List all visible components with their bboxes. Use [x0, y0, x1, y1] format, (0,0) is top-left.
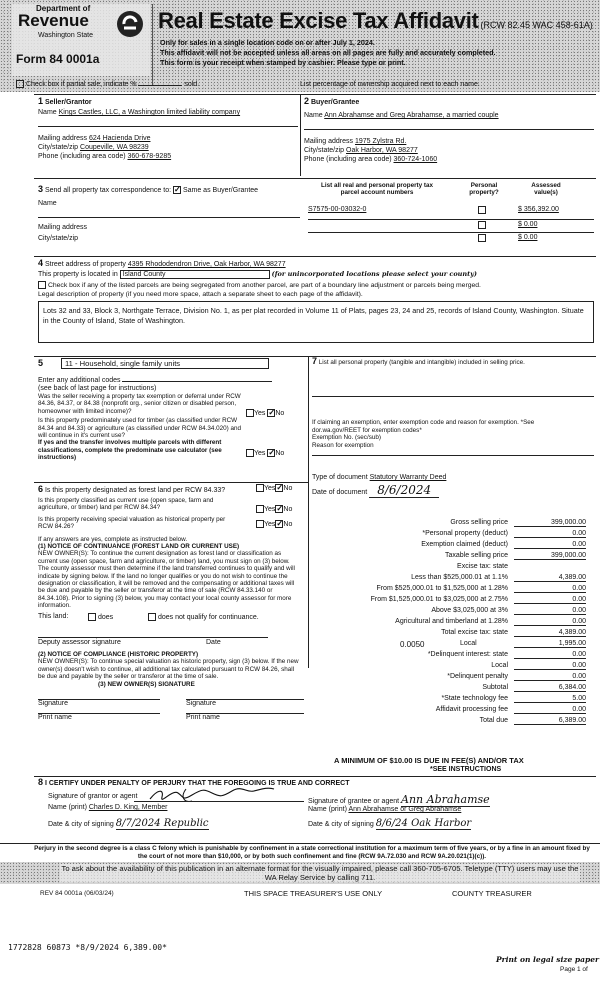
s8-num: 8 — [38, 777, 44, 787]
grantor-sig-label: Signature of grantor or agent — [48, 793, 138, 800]
buyer-mailing-label: Mailing address — [304, 138, 354, 145]
tax-row-value[interactable]: 4,389.00 — [514, 629, 586, 637]
grantee-sig-label: Signature of grantee or agent — [308, 798, 400, 805]
minimum-notice: A MINIMUM OF $10.00 IS DUE IN FEE(S) AND/OR TAX — [334, 756, 524, 765]
local-value[interactable]: 1,995.00 — [514, 640, 586, 648]
does-not-label: does not qualify for continuance. — [157, 613, 259, 621]
unincorporated-note: (for unincorporated locations please select your county) — [271, 270, 477, 278]
see-instructions: *SEE INSTRUCTIONS — [430, 766, 502, 773]
header-note-2: This affidavit will not be accepted unless all areas on all pages are fully and accurately completed. — [160, 48, 496, 57]
tax-row — [312, 662, 594, 673]
tax-row-label: Local — [491, 662, 508, 669]
assessed-value[interactable]: $ 356,392.00 — [518, 206, 559, 213]
tax-row — [312, 552, 594, 563]
personal-property-checkbox[interactable] — [478, 234, 486, 242]
seller-block — [38, 96, 298, 160]
tax-row-value[interactable]: 399,000.00 — [514, 552, 586, 560]
see-back-note: (see back of last page for instructions) — [38, 385, 157, 392]
tax-row — [312, 618, 594, 629]
parcel-number[interactable]: S7575-00-03032-0 — [308, 206, 367, 213]
s3-city-label: City/state/zip — [38, 235, 79, 243]
tax-row — [312, 596, 594, 607]
tax-row-label: Exemption claimed (deduct) — [421, 541, 508, 548]
deputy-sig-label: Deputy assessor signature — [38, 638, 121, 646]
s5-q2-yes[interactable] — [246, 449, 254, 457]
tax-row-value[interactable]: 0.00 — [514, 706, 586, 714]
tax-row-value[interactable]: 5.00 — [514, 695, 586, 703]
notice1-text: NEW OWNER(S): To continue the current designation as forest land or classification as current use (open space, farm and agriculture, or timber) land, you must sign on (3) below. The county assessor must then determine if the land transferred continues to qualify and will indicate by signing below. If the land no longer qualifies or you do not wish to continue the designation or classification, it will be removed and the compensating or additional taxes will be due and payable by the seller or transferor at the time of sale (RCW 84.33.140 or 84.34.108). Prior to signing (3) below, you may contact your local county assessor for more information. — [38, 550, 295, 610]
tax-row-value[interactable]: 0.00 — [514, 651, 586, 659]
s3-num: 3 — [38, 184, 44, 194]
local-rate[interactable]: 0.0050 — [400, 640, 425, 649]
s5-q2a: Is this property predominately used for timber (as classified under RCW 84.34 and 84.33) or agriculture (as classified under RCW 84.34.020) and will continue in it's current use? — [38, 417, 242, 440]
s4-num: 4 — [38, 258, 44, 268]
tax-row-value[interactable]: 0.00 — [514, 618, 586, 626]
this-land-label: This land: — [38, 612, 69, 620]
tax-row-value[interactable]: 0.00 — [514, 585, 586, 593]
header-note-1: Only for sales in a single location code on or after July 1, 2024. — [160, 38, 375, 47]
title-ref: (RCW 82.45 WAC 458-61A) — [480, 20, 593, 30]
grantee-name-label: Name (print) — [308, 806, 347, 813]
tax-row-value[interactable]: 0.00 — [514, 662, 586, 670]
s6-q1-yes[interactable] — [256, 484, 264, 492]
buyer-num: 2 — [304, 96, 310, 106]
tax-row-value[interactable]: 399,000.00 — [514, 519, 586, 527]
seller-heading: Seller/Grantor — [44, 99, 92, 106]
sold-label: sold. — [184, 80, 200, 88]
assessed-header: Assessed value(s) — [531, 182, 561, 197]
parcel-header: List all real and personal property tax parcel account numbers — [321, 182, 433, 197]
form-number: Form 84 0001a — [16, 52, 100, 66]
tax-row-label: Gross selling price — [450, 519, 508, 526]
seller-name[interactable]: Kings Castles, LLC, a Washington limited liability company — [58, 109, 241, 116]
exemption-no-label: Exemption No. (sec/sub) — [312, 434, 381, 442]
treasurer-stamp: 1772828 60873 *8/9/2024 6,389.00* — [8, 943, 167, 952]
no-label: No — [275, 450, 285, 458]
personal-property-checkbox[interactable] — [478, 206, 486, 214]
county-select[interactable]: Island County — [120, 270, 270, 279]
tax-row — [312, 585, 594, 596]
s6-q3-no[interactable]: ✓ — [276, 518, 284, 528]
tax-row-label: *State technology fee — [441, 695, 508, 702]
segregated-checkbox[interactable] — [38, 281, 46, 289]
tax-row-label: From $1,525,000.01 to $3,025,000 at 2.75% — [370, 596, 508, 603]
county-treasurer: COUNTY TREASURER — [452, 889, 532, 898]
buyer-mailing[interactable]: 1975 Zylstra Rd. — [354, 138, 407, 145]
print-legal: Print on legal size paper — [496, 955, 600, 964]
does-checkbox[interactable] — [88, 613, 96, 621]
tax-row-label: Excise tax: state — [457, 563, 508, 570]
s5-num: 5 — [38, 358, 44, 368]
partial-sale-label: Check box if partial sale, indicate % — [25, 80, 137, 88]
seller-city[interactable]: Coupeville, WA 98239 — [80, 144, 149, 151]
buyer-name[interactable]: Ann Abrahamse and Greg Abrahamse, a married couple — [324, 112, 499, 119]
tax-row-value[interactable]: 6,384.00 — [514, 684, 586, 692]
seller-mailing[interactable]: 624 Hacienda Drive — [88, 135, 151, 142]
treasurer-only: THIS SPACE TREASURER'S USE ONLY — [244, 889, 383, 898]
header-note-3: This form is your receipt when stamped by cashier. Please type or print. — [160, 58, 406, 67]
buyer-city[interactable]: Oak Harbor, WA 98277 — [346, 147, 418, 154]
seller-city-label: City/state/zip — [38, 144, 79, 151]
parcel-row-1 — [308, 206, 594, 218]
tax-row — [312, 574, 594, 585]
tax-row-label: Subtotal — [482, 684, 508, 691]
seller-mailing-label: Mailing address — [38, 135, 88, 142]
s6-q2: Is this property classified as current use (open space, farm and agriculture, or timber) land per RCW 84.34? — [38, 497, 214, 512]
tax-row-value[interactable]: 0.00 — [514, 673, 586, 681]
no-label: No — [283, 520, 293, 528]
personal-header: Personal property? — [469, 182, 499, 197]
owner-print-label: Print name — [38, 713, 72, 721]
doc-date[interactable]: 8/6/2024 — [369, 483, 439, 498]
section4 — [38, 258, 594, 343]
tax-row-label: Affidavit processing fee — [435, 706, 508, 713]
buyer-phone[interactable]: 360-724-1060 — [393, 156, 438, 163]
doc-date-label: Date of document — [312, 489, 368, 497]
s6-q3-yes[interactable] — [256, 520, 264, 528]
owner-signature-label: Signature — [38, 699, 68, 707]
section6 — [38, 484, 304, 721]
exemption-reason-label: Reason for exemption — [312, 441, 374, 449]
grantee-date[interactable]: 8/6/24 Oak Harbor — [375, 818, 472, 829]
segregated-text: Check box if any of the listed parcels are being segregated from another parcel, are part of a boundary line adjustment or parcels being merged. — [47, 281, 481, 289]
seller-name-label: Name — [38, 109, 57, 116]
s6-if-yes: If any answers are yes, complete as instructed below. — [38, 535, 188, 543]
parcel-row-2 — [308, 219, 594, 231]
tax-row-value[interactable]: 0.00 — [514, 530, 586, 538]
no-label: No — [283, 505, 293, 513]
tax-row-value[interactable]: 0.00 — [514, 541, 586, 549]
street-label: Street address of property — [44, 261, 126, 268]
s3-text: Send all property tax correspondence to: — [44, 187, 172, 194]
dor-logo-icon — [116, 10, 144, 38]
tax-row-label: *Personal property (deduct) — [422, 530, 508, 537]
dept-line: Department of — [36, 4, 91, 13]
assessed-value[interactable]: $ 0.00 — [518, 221, 538, 228]
tax-row — [312, 519, 594, 530]
s6-q1: Is this property designated as forest land per RCW 84.33? — [44, 487, 226, 494]
s6-q2-no[interactable]: ✓ — [276, 504, 284, 513]
tax-row-label: *Delinquent interest: state — [427, 651, 508, 658]
section3-left — [38, 184, 300, 242]
tax-row-value[interactable]: 6,389.00 — [514, 717, 586, 725]
owner-print-label: Print name — [186, 713, 220, 721]
doc-type-label: Type of document — [312, 474, 368, 482]
grantee-signature[interactable]: Ann Abrahamse — [401, 793, 490, 806]
percentage-label: List percentage of ownership acquired next to each name. — [300, 81, 480, 88]
assessed-value[interactable]: $ 0.00 — [518, 234, 538, 241]
state-line: Washington State — [38, 32, 93, 39]
perjury-notice: Perjury in the second degree is a class C felony which is punishable by confinement in a state correctional institution for a maximum term of five years, or by a fine in an amount fixed by the court of not more than $10,000, or by both such confinement and fine (RCW 9A.72.030 and RCW 9A.20.021(1)(c)). — [34, 845, 590, 860]
legal-description-box[interactable]: Lots 32 and 33, Block 3, Northgate Terrace, Division No. 1, as per plat recorded in Volume 11 of Plats, pages 23, 24 and 25, records of Island County, Washington. Situate in the County of Island, State of Washington. — [38, 301, 594, 343]
tax-row-label: Total excise tax: state — [441, 629, 508, 636]
buyer-block — [304, 96, 594, 163]
s7-num: 7 — [312, 356, 318, 366]
partial-sale-row — [16, 80, 199, 88]
seller-num: 1 — [38, 96, 44, 106]
s6-num: 6 — [38, 484, 44, 494]
grantee-date-label: Date & city of signing — [308, 821, 374, 828]
s3-name-label: Name — [38, 200, 57, 208]
deputy-date-label: Date — [206, 638, 221, 646]
s3-mailing-label: Mailing address — [38, 224, 88, 232]
notice1-title: (1) NOTICE OF CONTINUANCE (FOREST LAND OR CURRENT USE) — [38, 543, 240, 551]
tax-row-label: Total due — [479, 717, 508, 724]
yes-label: Yes — [264, 505, 276, 513]
does-not-checkbox[interactable] — [148, 613, 156, 621]
buyer-city-label: City/state/zip — [304, 147, 345, 154]
local-label: Local — [460, 640, 477, 647]
s6-q1-no[interactable]: ✓ — [276, 483, 284, 492]
tax-row — [312, 695, 594, 706]
s5-q1-yes[interactable] — [246, 409, 254, 417]
s6-q3: Is this property receiving special valuation as historical property per RCW 84.26? — [38, 515, 226, 531]
buyer-phone-label: Phone (including area code) — [304, 156, 392, 163]
notice2-text: NEW OWNER(S): To continue special valuation as historic property, sign (3) below. If the new owner(s) doesn't wish to continue, all additional tax calculated pursuant to RCW 84.26, shall be due and payable by the seller or transferor at the time of sale. — [38, 658, 299, 680]
tax-row — [312, 673, 594, 684]
additional-codes-label: Enter any additional codes — [38, 377, 121, 384]
tax-row — [312, 629, 594, 640]
notice2-title: (2) NOTICE OF COMPLIANCE (HISTORIC PROPERTY) — [38, 650, 199, 658]
grantor-name-label: Name (print) — [48, 804, 87, 811]
tax-row — [312, 706, 594, 717]
section7 — [312, 358, 594, 497]
s3-same-label: Same as Buyer/Grantee — [182, 187, 259, 194]
tax-row-value[interactable]: 0.00 — [514, 607, 586, 615]
revenue-wordmark: Revenue — [18, 11, 89, 30]
located-label: This property is located in — [38, 271, 118, 278]
tax-row-label: *Delinquent penalty — [447, 673, 508, 680]
tax-row-label: Above $3,025,000 at 3% — [431, 607, 508, 614]
page-number: Page 1 of — [560, 966, 588, 973]
seller-phone-label: Phone (including area code) — [38, 153, 126, 160]
tax-row — [312, 563, 594, 574]
s6-q2-yes[interactable] — [256, 505, 264, 513]
dor-logo-block — [12, 4, 150, 76]
tax-row-value[interactable]: 4,389.00 — [514, 574, 586, 582]
buyer-heading: Buyer/Grantee — [310, 99, 360, 106]
s5-q1-no[interactable]: ✓ — [268, 408, 276, 417]
no-label: No — [283, 484, 293, 492]
yes-label: Yes — [264, 484, 276, 492]
title-text: Real Estate Excise Tax Affidavit — [158, 8, 479, 33]
same-as-buyer-checkbox[interactable]: ✓ — [174, 185, 181, 195]
tax-row-label: From $525,000.01 to $1,525,000 at 1.28% — [376, 585, 508, 592]
doc-type[interactable]: Statutory Warranty Deed — [369, 474, 447, 482]
yes-label: Yes — [254, 450, 266, 458]
personal-property-checkbox[interactable] — [478, 221, 486, 229]
tax-row — [312, 717, 594, 728]
certify-text: I CERTIFY UNDER PENALTY OF PERJURY THAT THE FOREGOING IS TRUE AND CORRECT — [44, 780, 350, 787]
tax-row-label: Less than $525,000.01 at 1.1% — [411, 574, 508, 581]
yes-label: Yes — [264, 520, 276, 528]
grantor-date-label: Date & city of signing — [48, 821, 114, 828]
grantor-signature[interactable] — [146, 785, 296, 805]
local-row — [312, 640, 594, 651]
land-use-code-select[interactable]: 11 - Household, single family units — [61, 358, 269, 369]
s7-text: List all personal property (tangible and intangible) included in selling price. — [318, 359, 525, 366]
tax-row — [312, 541, 594, 552]
seller-phone[interactable]: 360-678-9285 — [127, 153, 172, 160]
s5-q2-no[interactable]: ✓ — [268, 448, 276, 458]
tax-row-label: Taxable selling price — [444, 552, 508, 559]
partial-sale-checkbox[interactable] — [16, 80, 24, 88]
street-address[interactable]: 4395 Rhododendron Drive, Oak Harbor, WA 98277 — [127, 261, 286, 268]
tax-row-label: Agricultural and timberland at 1.28% — [395, 618, 508, 625]
s5-q2b: If yes and the transfer involves multiple parcels with different classifications, complete the predominate use calculator (see instructions) — [38, 439, 222, 462]
legal-label: Legal description of property (if you need more space, attach a separate sheet to each page of the affidavit). — [38, 291, 363, 298]
form-title — [158, 8, 593, 34]
section5 — [38, 358, 304, 462]
owner-sig-title: (3) NEW OWNER(S) SIGNATURE — [98, 681, 195, 689]
owner-signature-label: Signature — [186, 699, 216, 707]
section8 — [38, 777, 594, 843]
tax-row — [312, 684, 594, 695]
yes-label: Yes — [254, 409, 266, 417]
s5-q1: Was the seller receiving a property tax exemption or deferral under RCW 84.36, 84.37, or 84.38 (nonprofit org., senior citizen or disabled person, homeowner with limited income)? — [38, 393, 241, 415]
no-label: No — [275, 409, 285, 417]
tax-row — [312, 530, 594, 541]
grantor-name[interactable]: Charles D. King, Member — [88, 804, 168, 811]
grantee-name[interactable]: Ann Abrahamse or Greg Abrahamse — [348, 806, 462, 813]
accessibility-notice: To ask about the availability of this publication in an alternate format for the visually impaired, please call 360-705-6705. Teletype (TTY) users may use the WA Relay Service by calling 711. — [61, 864, 579, 882]
tax-row — [312, 607, 594, 618]
parcel-row-3 — [308, 232, 594, 244]
grantor-date[interactable]: 8/7/2024 Republic — [115, 818, 209, 829]
rev-number: REV 84 0001a (06/03/24) — [40, 890, 114, 897]
tax-row — [312, 651, 594, 662]
tax-row-value[interactable]: 0.00 — [514, 596, 586, 604]
tax-table — [312, 519, 594, 728]
exemption-text: If claiming an exemption, enter exemption code and reason for exemption. *See dor.wa.gov/REET for exemption codes* — [312, 419, 535, 434]
does-label: does — [97, 613, 114, 621]
buyer-name-label: Name — [304, 112, 323, 119]
